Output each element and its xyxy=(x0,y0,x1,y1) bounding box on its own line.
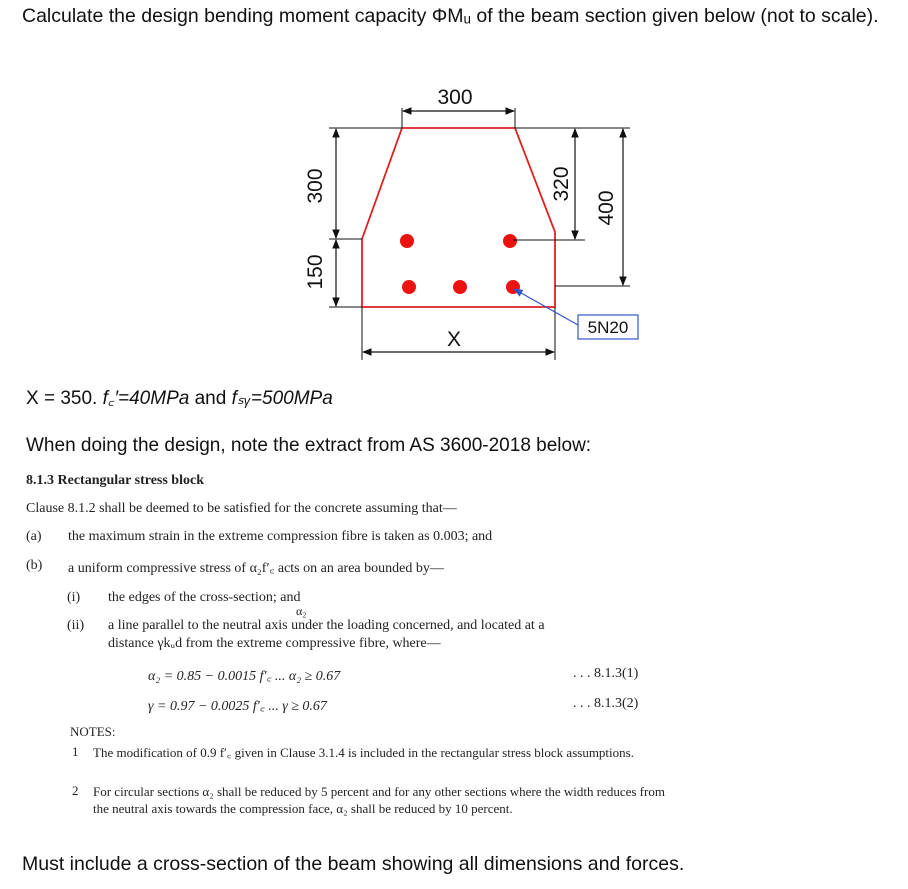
question-text: Calculate the design bending moment capacity ΦMᵤ of the beam section given below (not to scale). xyxy=(22,5,879,27)
item-b-tag: (b) xyxy=(26,558,43,573)
given-fsy: fₛᵧ=500MPa xyxy=(231,388,333,409)
left-upper-label: 300 xyxy=(304,168,327,204)
bar-label: 5N20 xyxy=(587,318,629,337)
given-values xyxy=(26,384,333,410)
given-fc: f꜀′=40MPa xyxy=(102,388,190,409)
rebar-dot xyxy=(402,280,416,294)
rebar-dot xyxy=(453,280,467,294)
note-1-text: The modification of 0.9 f′꜀ given in Clause 3.1.4 is included in the rectangular stress block assumptions. xyxy=(93,745,634,760)
beam-cross-section-diagram xyxy=(0,0,908,380)
top-width-label: 300 xyxy=(437,86,473,109)
given-mid: and xyxy=(189,388,232,409)
left-lower-label: 150 xyxy=(304,254,327,290)
alpha-overlay: α₂ xyxy=(296,604,307,618)
extract-note: When doing the design, note the extract from AS 3600-2018 below: xyxy=(26,435,592,456)
equation-1: α₂ = 0.85 − 0.0015 f′꜀ ... α₂ ≥ 0.67 xyxy=(148,669,341,684)
item-i-tag: (i) xyxy=(67,590,81,605)
given-prefix: X = 350. xyxy=(26,388,103,409)
equation-1-ref: . . . 8.1.3(1) xyxy=(573,666,639,681)
item-ii-text-line2: distance γkᵤd from the extreme compressive fibre, where— xyxy=(108,636,441,651)
rebar-dot xyxy=(400,234,414,248)
right-inner-label: 320 xyxy=(550,166,573,202)
clause-intro: Clause 8.1.2 shall be deemed to be satisfied for the concrete assuming that— xyxy=(26,501,457,516)
item-ii-text-line1: a line parallel to the neutral axis under the loading concerned, and located at a xyxy=(108,618,545,633)
item-ii-tag: (ii) xyxy=(67,618,85,633)
clause-heading: 8.1.3 Rectangular stress block xyxy=(26,473,204,488)
section-outline xyxy=(362,128,555,307)
item-b-text: a uniform compressive stress of α₂f′꜀ acts on an area bounded by— xyxy=(68,561,444,576)
note-2-text: For circular sections α₂ shall be reduced by 5 percent and for any other sections where the width reduces from the neutral axis towards the compression face, α₂ shall be reduced by 10 percent. xyxy=(93,784,665,816)
notes-title: NOTES: xyxy=(70,724,116,739)
rebar-dot xyxy=(503,234,517,248)
bottom-width-label: X xyxy=(446,328,462,351)
equation-2: γ = 0.97 − 0.0025 f′꜀ ... γ ≥ 0.67 xyxy=(148,699,327,714)
final-instruction: Must include a cross-section of the beam showing all dimensions and forces. xyxy=(22,853,685,875)
rebar-dot xyxy=(506,280,520,294)
item-a-text: the maximum strain in the extreme compression fibre is taken as 0.003; and xyxy=(68,529,493,544)
equation-2-ref: . . . 8.1.3(2) xyxy=(573,696,639,711)
item-i-text: the edges of the cross-section; and xyxy=(108,590,301,605)
right-outer-label: 400 xyxy=(595,190,618,226)
note-2-tag: 2 xyxy=(72,783,79,798)
note-1-tag: 1 xyxy=(72,744,79,759)
item-a-tag: (a) xyxy=(26,529,42,544)
